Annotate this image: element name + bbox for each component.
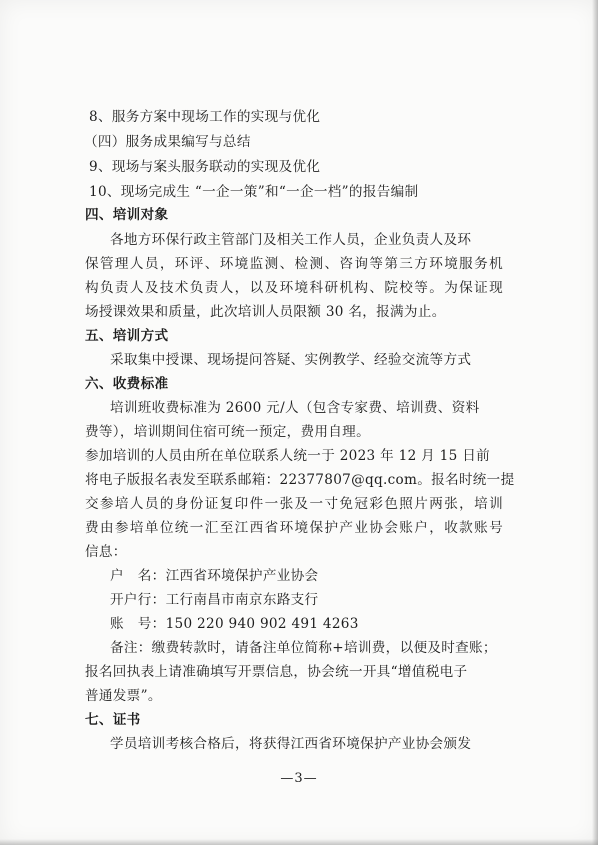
paragraph-line: 各地方环保行政主管部门及相关工作人员，企业负责人及环 bbox=[110, 232, 472, 248]
section-heading-training-audience: 四、培训对象 bbox=[85, 207, 169, 223]
remark-line: 报名回执表上请准确填写开票信息，协会统一开具“增值税电子 bbox=[85, 664, 468, 680]
list-item-8: 8、服务方案中现场工作的实现与优化 bbox=[89, 109, 321, 125]
page-edge-shadow bbox=[0, 839, 598, 845]
section-heading-fee-standard: 六、收费标准 bbox=[85, 376, 169, 392]
remark-line: 备注：缴费转款时，请备注单位简称+培训费，以便及时查账； bbox=[110, 640, 497, 656]
paragraph-line: 培训班收费标准为 2600 元/人（包含专家费、培训费、资料 bbox=[110, 400, 480, 416]
paragraph-line: 采取集中授课、现场提问答疑、实例教学、经验交流等方式 bbox=[110, 352, 472, 368]
account-bank: 开户行：工行南昌市南京东路支行 bbox=[110, 592, 319, 608]
paragraph-line: 将电子版报名表发至联系邮箱：22377807@qq.com。报名时统一提 bbox=[85, 472, 515, 488]
subsection-heading-4: （四）服务成果编写与总结 bbox=[84, 134, 251, 150]
account-name: 户 名：江西省环境保护产业协会 bbox=[110, 568, 319, 584]
paragraph-line: 费等），培训期间住宿可统一预定，费用自理。 bbox=[85, 424, 370, 440]
paragraph-line: 费由参培单位统一汇至江西省环境保护产业协会账户，收款账号 bbox=[85, 520, 503, 536]
page-edge-shadow bbox=[592, 0, 598, 845]
section-heading-training-method: 五、培训方式 bbox=[85, 328, 169, 344]
paragraph-line: 学员培训考核合格后，将获得江西省环境保护产业协会颁发 bbox=[110, 736, 472, 752]
remark-line: 普通发票”。 bbox=[85, 688, 162, 704]
page-number: —3— bbox=[280, 771, 318, 786]
list-item-10: 10、现场完成生 “一企一策”和“一企一档”的报告编制 bbox=[89, 184, 419, 200]
paragraph-line: 信息： bbox=[85, 544, 127, 560]
list-item-9: 9、现场与案头服务联动的实现及优化 bbox=[89, 159, 321, 175]
paragraph-line: 保管理人员，环评、环境监测、检测、咨询等第三方环境服务机 bbox=[85, 256, 503, 272]
paragraph-line: 场授课效果和质量，此次培训人员限额 30 名，报满为止。 bbox=[85, 304, 446, 320]
paragraph-line: 构负责人及技术负责人，以及环境科研机构、院校等。为保证现 bbox=[85, 280, 503, 296]
paragraph-line: 交参培人员的身份证复印件一张及一寸免冠彩色照片两张，培训 bbox=[85, 496, 503, 512]
section-heading-certificate: 七、证书 bbox=[85, 712, 141, 728]
paragraph-line: 参加培训的人员由所在单位联系人统一于 2023 年 12 月 15 日前 bbox=[85, 448, 490, 464]
account-number: 账 号：150 220 940 902 491 4263 bbox=[110, 616, 359, 632]
